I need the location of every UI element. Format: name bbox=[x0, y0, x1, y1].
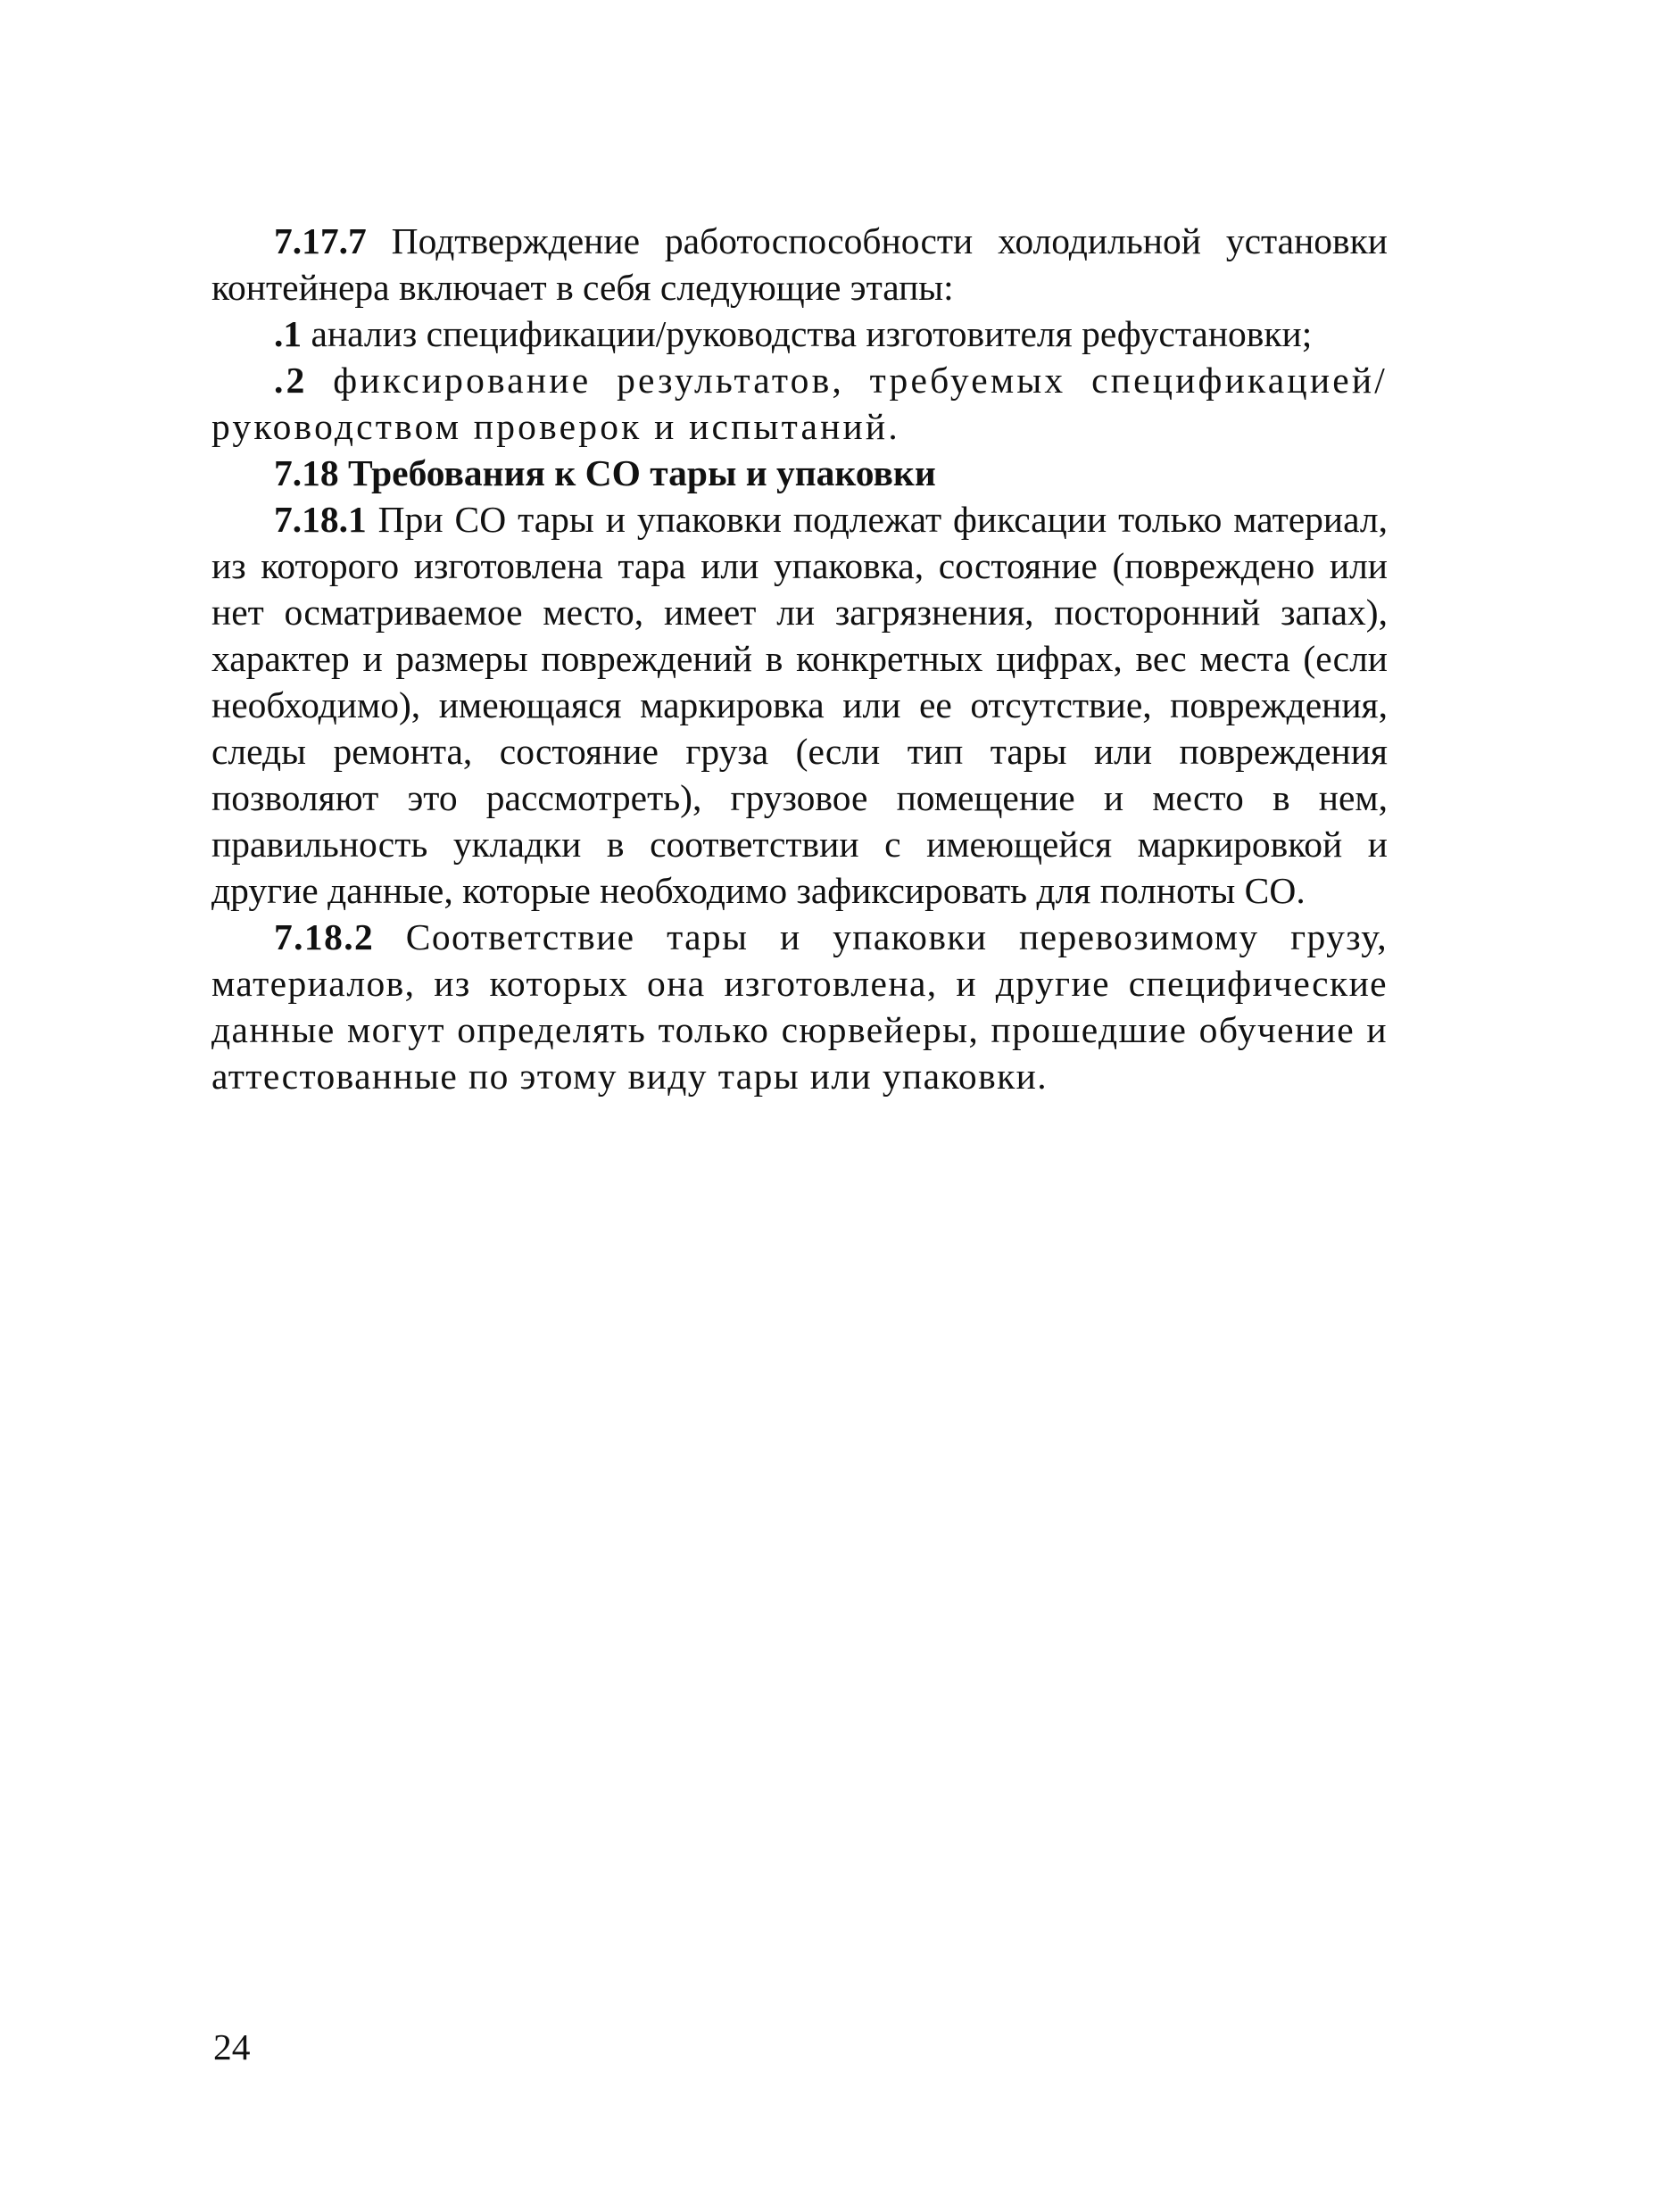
paragraph-7-17-7 bbox=[211, 218, 1388, 311]
section-heading-7-18: 7.18 Требования к СО тары и упаковки bbox=[274, 452, 936, 493]
paragraph-7-18-2 bbox=[211, 914, 1388, 1099]
paragraph-7-18-1 bbox=[211, 496, 1388, 914]
paragraph-text: Соответствие тары и упаковки перевозимому грузу, материалов, из которых она изготовлена, и другие специфические данные могут определять только сюрвейеры, прошедшие обучение и аттестованные по этому виду тары или упаковки. bbox=[211, 916, 1388, 1097]
document-body bbox=[211, 218, 1388, 1099]
item-text: анализ спецификации/руководства изготовителя рефустановки; bbox=[302, 313, 1313, 354]
item-number: .2 bbox=[274, 360, 308, 401]
clause-number: 7.18.2 bbox=[274, 916, 375, 957]
paragraph-text: Подтверждение работоспособности холодильной установки контейнера включает в себя следующие этапы: bbox=[211, 220, 1388, 308]
item-number: .1 bbox=[274, 313, 303, 354]
clause-number: 7.17.7 bbox=[274, 220, 367, 261]
list-item-1 bbox=[211, 311, 1388, 357]
list-item-2 bbox=[211, 357, 1388, 450]
page-number: 24 bbox=[213, 2026, 251, 2067]
item-text: фиксирование результатов, требуемых спецификацией/ руководством проверок и испытаний. bbox=[211, 360, 1388, 447]
paragraph-text: При СО тары и упаковки подлежат фиксации только материал, из которого изготовлена тара или упаковка, состояние (повреждено или нет осматриваемое место, имеет ли загрязнения, посторонний запах), характер и размеры повреждений в конкретных цифрах, вес места (если необходимо), имеющаяся маркировка или ее отсутствие, повреждения, следы ремонта, состояние груза (если тип тары или повреждения позволяют это рассмотреть), грузовое помещение и место в нем, правильность укладки в соответствии с имеющейся маркировкой и другие данные, которые необходимо зафиксировать для полноты СО. bbox=[211, 499, 1388, 911]
clause-number: 7.18.1 bbox=[274, 499, 367, 540]
